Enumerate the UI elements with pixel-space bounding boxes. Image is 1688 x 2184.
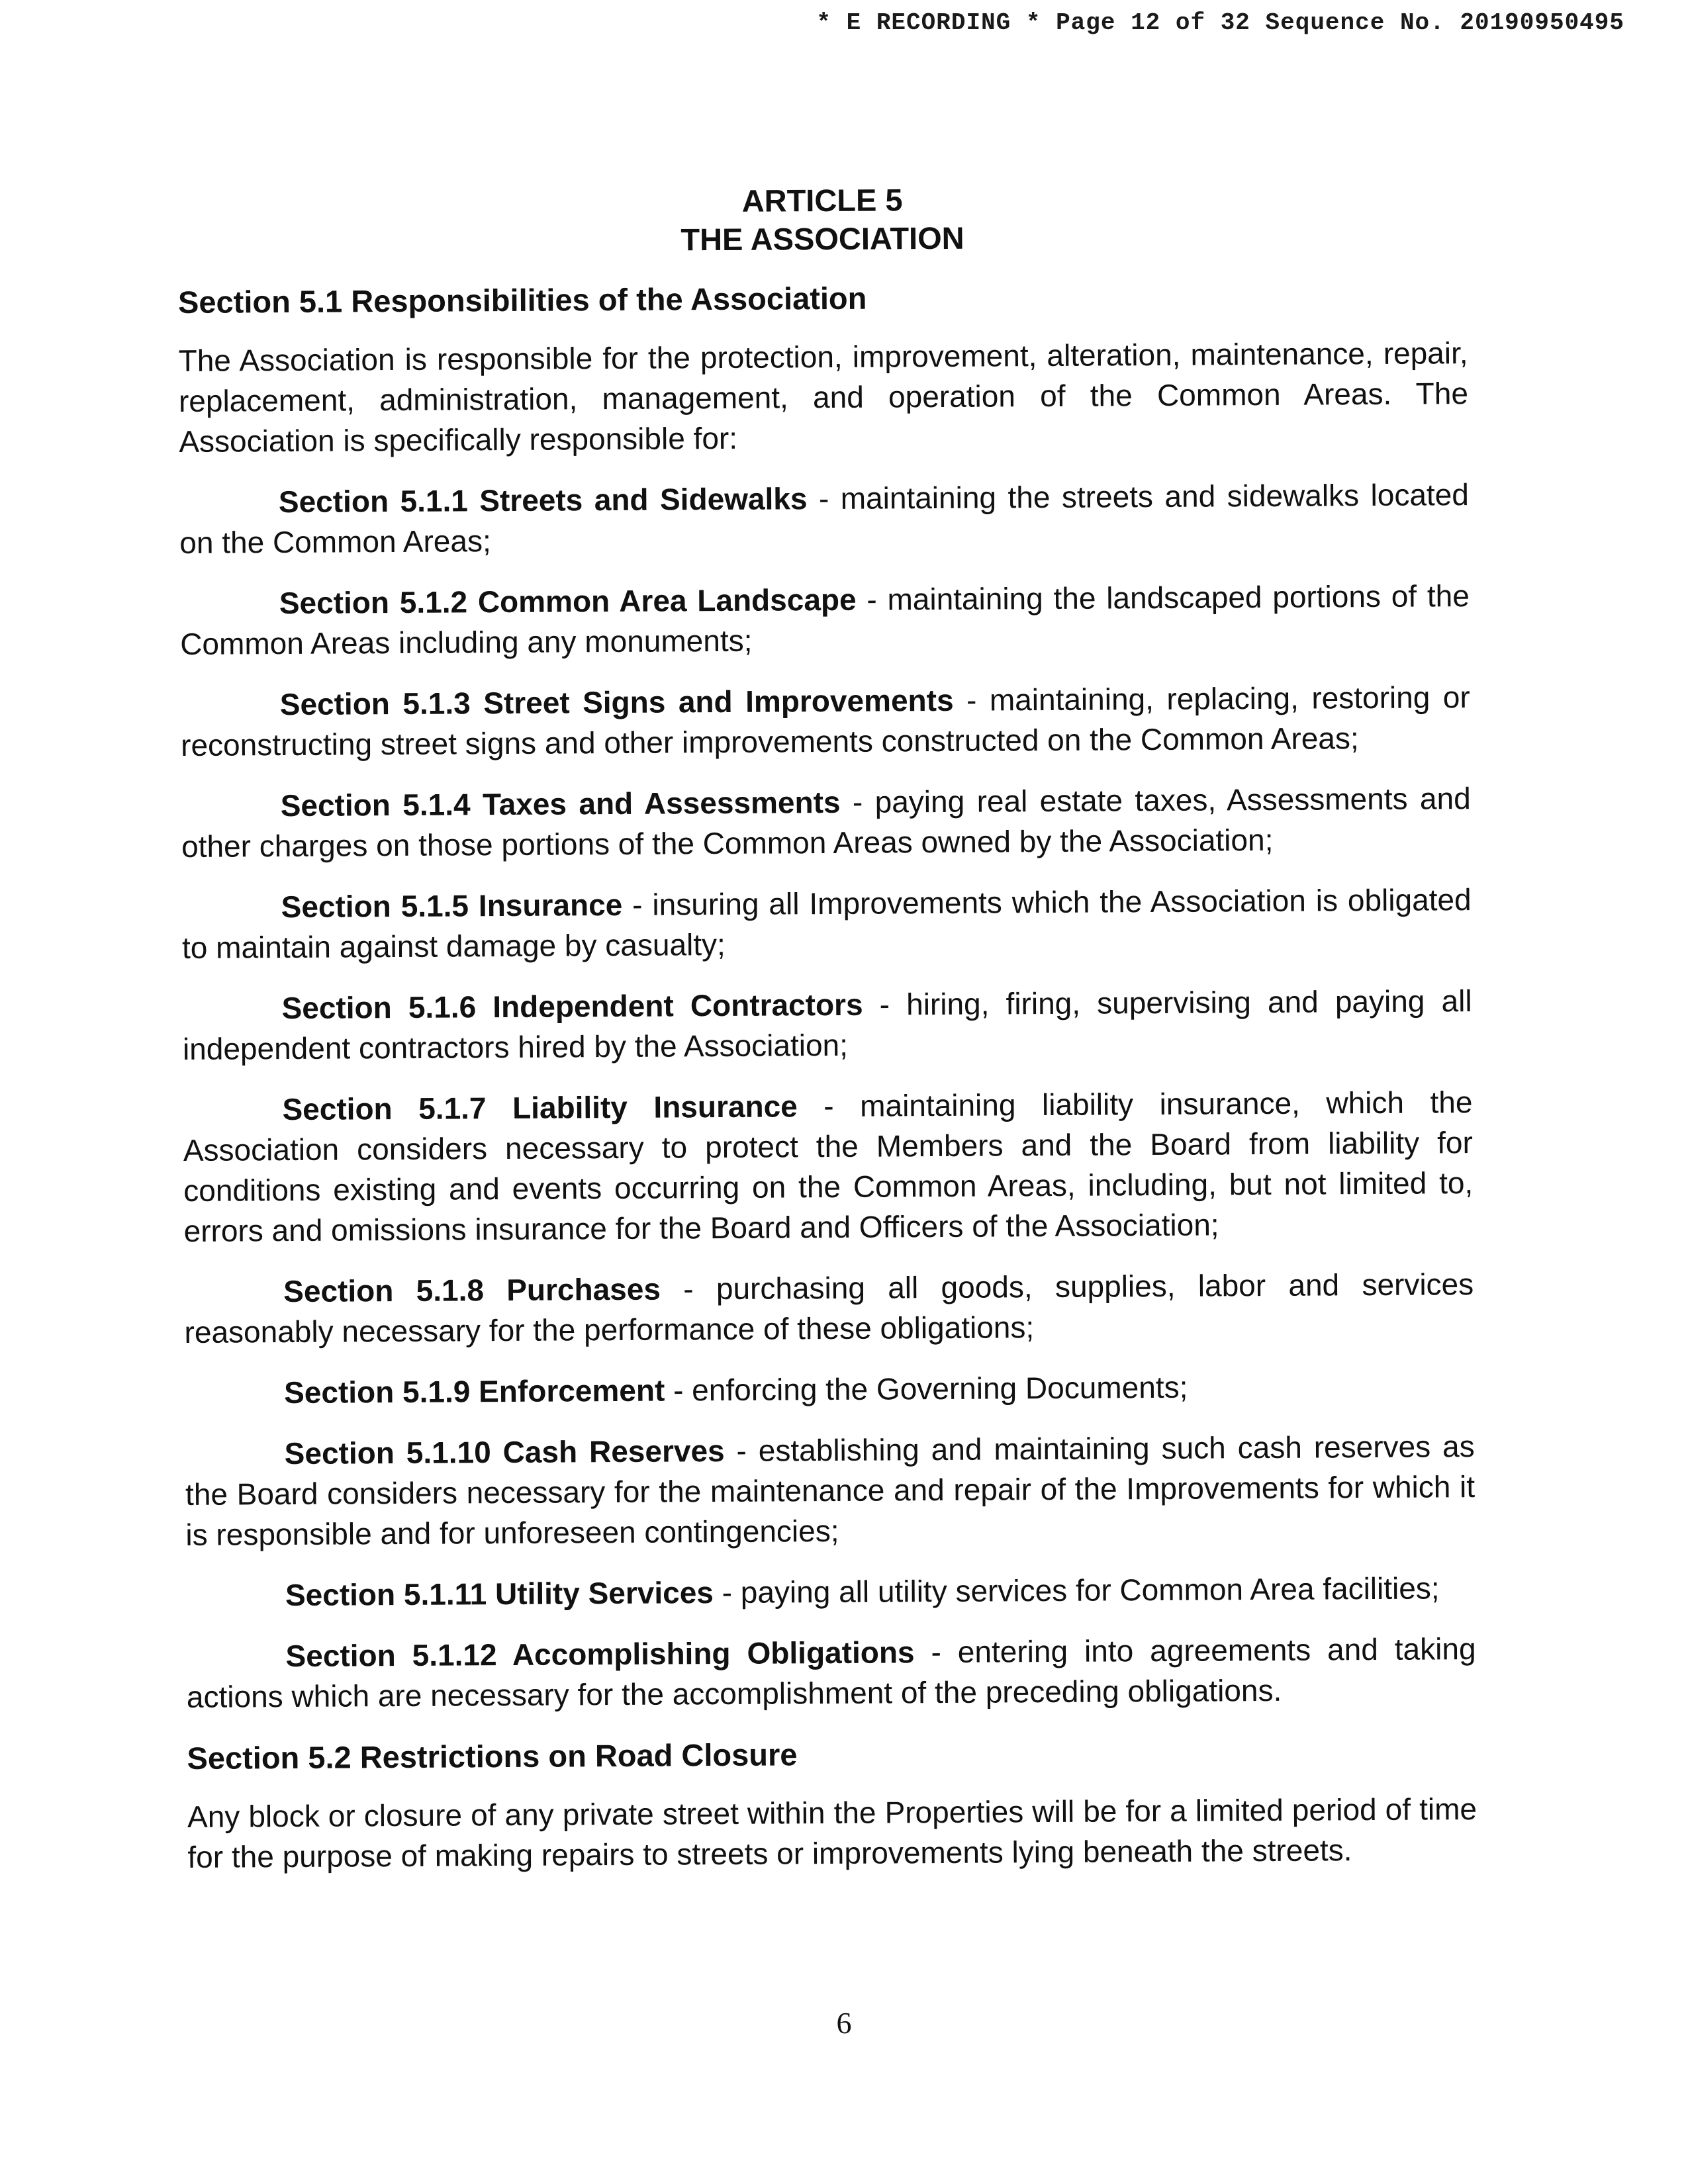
subsection-title: Section 5.1.10 Cash Reserves — [284, 1433, 725, 1471]
section-5-1-intro: The Association is responsible for the protection, improvement, alteration, maintenance, repair, replacement, administration, management, and operation of the Common Areas. The Association is specifically responsible for: — [178, 336, 1469, 459]
subsection-title: Section 5.1.11 Utility Services — [285, 1575, 714, 1613]
section-5-2-heading: Section 5.2 Restrictions on Road Closure — [187, 1737, 798, 1776]
subsection-title: Section 5.1.6 Independent Contractors — [281, 987, 863, 1026]
recording-stamp: * E RECORDING * Page 12 of 32 Sequence No. 20190950495 — [816, 9, 1624, 36]
subsection-title: Section 5.1.7 Liability Insurance — [282, 1089, 798, 1127]
subsection-5-1-1 — [179, 475, 1470, 563]
subsection-5-1-7 — [183, 1082, 1473, 1251]
subsection-5-1-2 — [180, 576, 1470, 664]
subsection-text: - maintaining the landscaped portions of the Common Areas including any monuments; — [180, 578, 1470, 661]
subsection-5-1-10 — [185, 1426, 1476, 1555]
subsection-title: Section 5.1.9 Enforcement — [283, 1373, 665, 1410]
subsection-5-1-5 — [181, 880, 1472, 968]
subsection-title: Section 5.1.4 Taxes and Assessments — [280, 784, 841, 823]
subsection-text: - insuring all Improvements which the Association is obligated to maintain against damage by casualty; — [181, 882, 1472, 965]
article-number: ARTICLE 5 — [741, 182, 903, 218]
subsection-title: Section 5.1.12 Accomplishing Obligations — [285, 1635, 915, 1674]
article-heading — [177, 177, 1468, 262]
page-number: 6 — [836, 2006, 852, 2040]
subsection-text: - purchasing all goods, supplies, labor and services reasonably necessary for the performance of these obligations; — [184, 1267, 1474, 1349]
subsection-title: Section 5.1.8 Purchases — [283, 1271, 661, 1309]
subsection-title: Section 5.1.5 Insurance — [281, 887, 623, 925]
subsection-text: - entering into agreements and taking actions which are necessary for the accomplishment of the preceding obligations. — [186, 1631, 1476, 1714]
subsection-text: - paying real estate taxes, Assessments and other charges on those portions of the Common Areas owned by the Association; — [181, 781, 1471, 864]
section-5-2-body: Any block or closure of any private street within the Properties will be for a limited period of time for the purpose of making repairs to streets or improvements lying beneath the streets. — [187, 1792, 1477, 1874]
subsection-title: Section 5.1.2 Common Area Landscape — [279, 582, 857, 621]
subsection-5-1-12 — [186, 1629, 1476, 1717]
subsection-5-1-9 — [185, 1365, 1474, 1414]
subsection-text: - paying all utility services for Common Area facilities; — [713, 1570, 1440, 1610]
article-title: THE ASSOCIATION — [680, 220, 964, 257]
subsection-5-1-3 — [181, 677, 1471, 766]
subsection-title: Section 5.1.3 Street Signs and Improvements — [279, 682, 954, 722]
subsection-5-1-4 — [181, 778, 1472, 867]
subsection-text: - enforcing the Governing Documents; — [665, 1369, 1188, 1408]
subsection-text: - maintaining, replacing, restoring or reconstructing street signs and other improvements constructed on the Common Areas; — [181, 680, 1470, 762]
document-body — [177, 177, 1477, 1898]
subsection-text: - maintaining liability insurance, which the Association considers necessary to protect the Members and the Board from liability for conditions existing and events occurring on the Common Areas, including, but not limited to, errors and omissions insurance for the Board and Officers of the Association; — [183, 1085, 1474, 1248]
subsection-5-1-6 — [182, 981, 1472, 1069]
subsection-5-1-8 — [184, 1264, 1474, 1353]
section-5-1-heading: Section 5.1 Responsibilities of the Association — [177, 280, 867, 320]
subsection-5-1-11 — [186, 1568, 1476, 1616]
subsection-text: - establishing and maintaining such cash reserves as the Board considers necessary for the maintenance and repair of the Improvements for which it is responsible and for unforeseen contingencies; — [185, 1429, 1476, 1552]
subsection-text: - maintaining the streets and sidewalks located on the Common Areas; — [179, 477, 1470, 560]
subsection-text: - hiring, firing, supervising and paying all independent contractors hired by the Association; — [182, 983, 1472, 1066]
subsection-title: Section 5.1.1 Streets and Sidewalks — [278, 481, 808, 520]
